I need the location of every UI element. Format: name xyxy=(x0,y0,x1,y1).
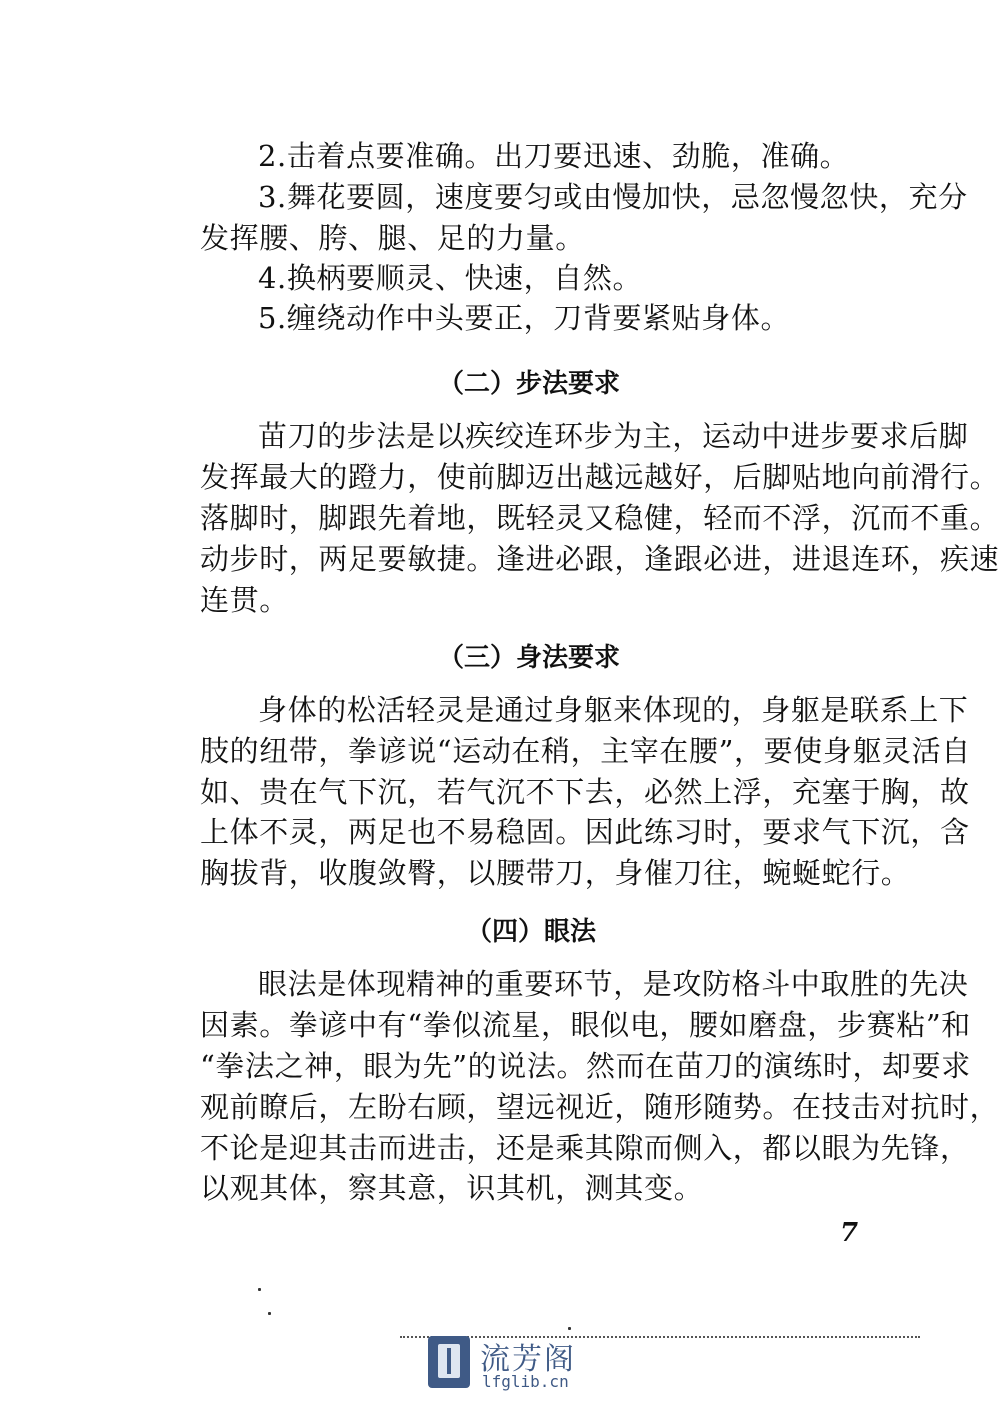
requirement-3-line-2: 发挥腰、胯、腿、足的力量。 xyxy=(200,221,585,255)
book-icon xyxy=(428,1336,470,1388)
watermark-logo xyxy=(428,1336,588,1396)
body-method-line-4: 上体不灵，两足也不易稳固。因此练习时，要求气下沉，含 xyxy=(200,815,970,849)
watermark-url: lfglib.cn xyxy=(482,1372,569,1391)
section-heading-body: （三）身法要求 xyxy=(438,643,621,673)
watermark-title: 流芳阁 xyxy=(480,1342,576,1377)
requirement-5: 5.缠绕动作中头要正，刀背要紧贴身体。 xyxy=(258,301,791,335)
requirement-4: 4.换柄要顺灵、快速，自然。 xyxy=(258,261,643,295)
footwork-line-2: 发挥最大的蹬力，使前脚迈出越远越好，后脚贴地向前滑行。 xyxy=(200,460,1000,494)
eyes-line-3: “拳法之神，眼为先”的说法。然而在苗刀的演练时，却要求 xyxy=(200,1049,971,1083)
eyes-line-2: 因素。拳谚中有“拳似流星，眼似电，腰如磨盘，步赛粘”和 xyxy=(200,1008,971,1042)
requirement-2: 2.击着点要准确。出刀要迅速、劲脆，准确。 xyxy=(258,139,850,173)
footwork-line-5: 连贯。 xyxy=(200,583,289,617)
footwork-line-3: 落脚时，脚跟先着地，既轻灵又稳健，轻而不浮，沉而不重。 xyxy=(200,501,1000,535)
scan-speck xyxy=(568,1327,571,1330)
body-method-line-5: 胸拔背，收腹敛臀，以腰带刀，身催刀往，蜿蜒蛇行。 xyxy=(200,856,911,890)
footwork-line-1: 苗刀的步法是以疾绞连环步为主，运动中进步要求后脚 xyxy=(258,419,969,453)
eyes-line-5: 不论是迎其击而进击，还是乘其隙而侧入，都以眼为先锋， xyxy=(200,1131,970,1165)
page-number: 7 xyxy=(840,1218,859,1248)
footwork-line-4: 动步时，两足要敏捷。逢进必跟，逢跟必进，进退连环，疾速 xyxy=(200,542,1000,576)
eyes-line-4: 观前瞭后，左盼右顾，望远视近，随形随势。在技击对抗时， xyxy=(200,1090,1000,1124)
section-heading-footwork: （二）步法要求 xyxy=(438,369,621,399)
body-method-line-2: 肢的纽带，拳谚说“运动在稍，主宰在腰”，要使身躯灵活自 xyxy=(200,734,971,768)
section-heading-eyes: （四）眼法 xyxy=(466,917,597,947)
requirement-3-line-1: 3.舞花要圆，速度要匀或由慢加快，忌忽慢忽快，充分 xyxy=(258,180,968,214)
body-method-line-3: 如、贵在气下沉，若气沉不下去，必然上浮，充塞于胸，故 xyxy=(200,775,970,809)
scan-speck xyxy=(258,1288,261,1291)
scan-speck xyxy=(268,1312,271,1315)
body-method-line-1: 身体的松活轻灵是通过身躯来体现的，身躯是联系上下 xyxy=(258,693,969,727)
eyes-line-1: 眼法是体现精神的重要环节，是攻防格斗中取胜的先决 xyxy=(258,967,969,1001)
eyes-line-6: 以观其体，察其意，识其机，测其变。 xyxy=(200,1171,704,1205)
